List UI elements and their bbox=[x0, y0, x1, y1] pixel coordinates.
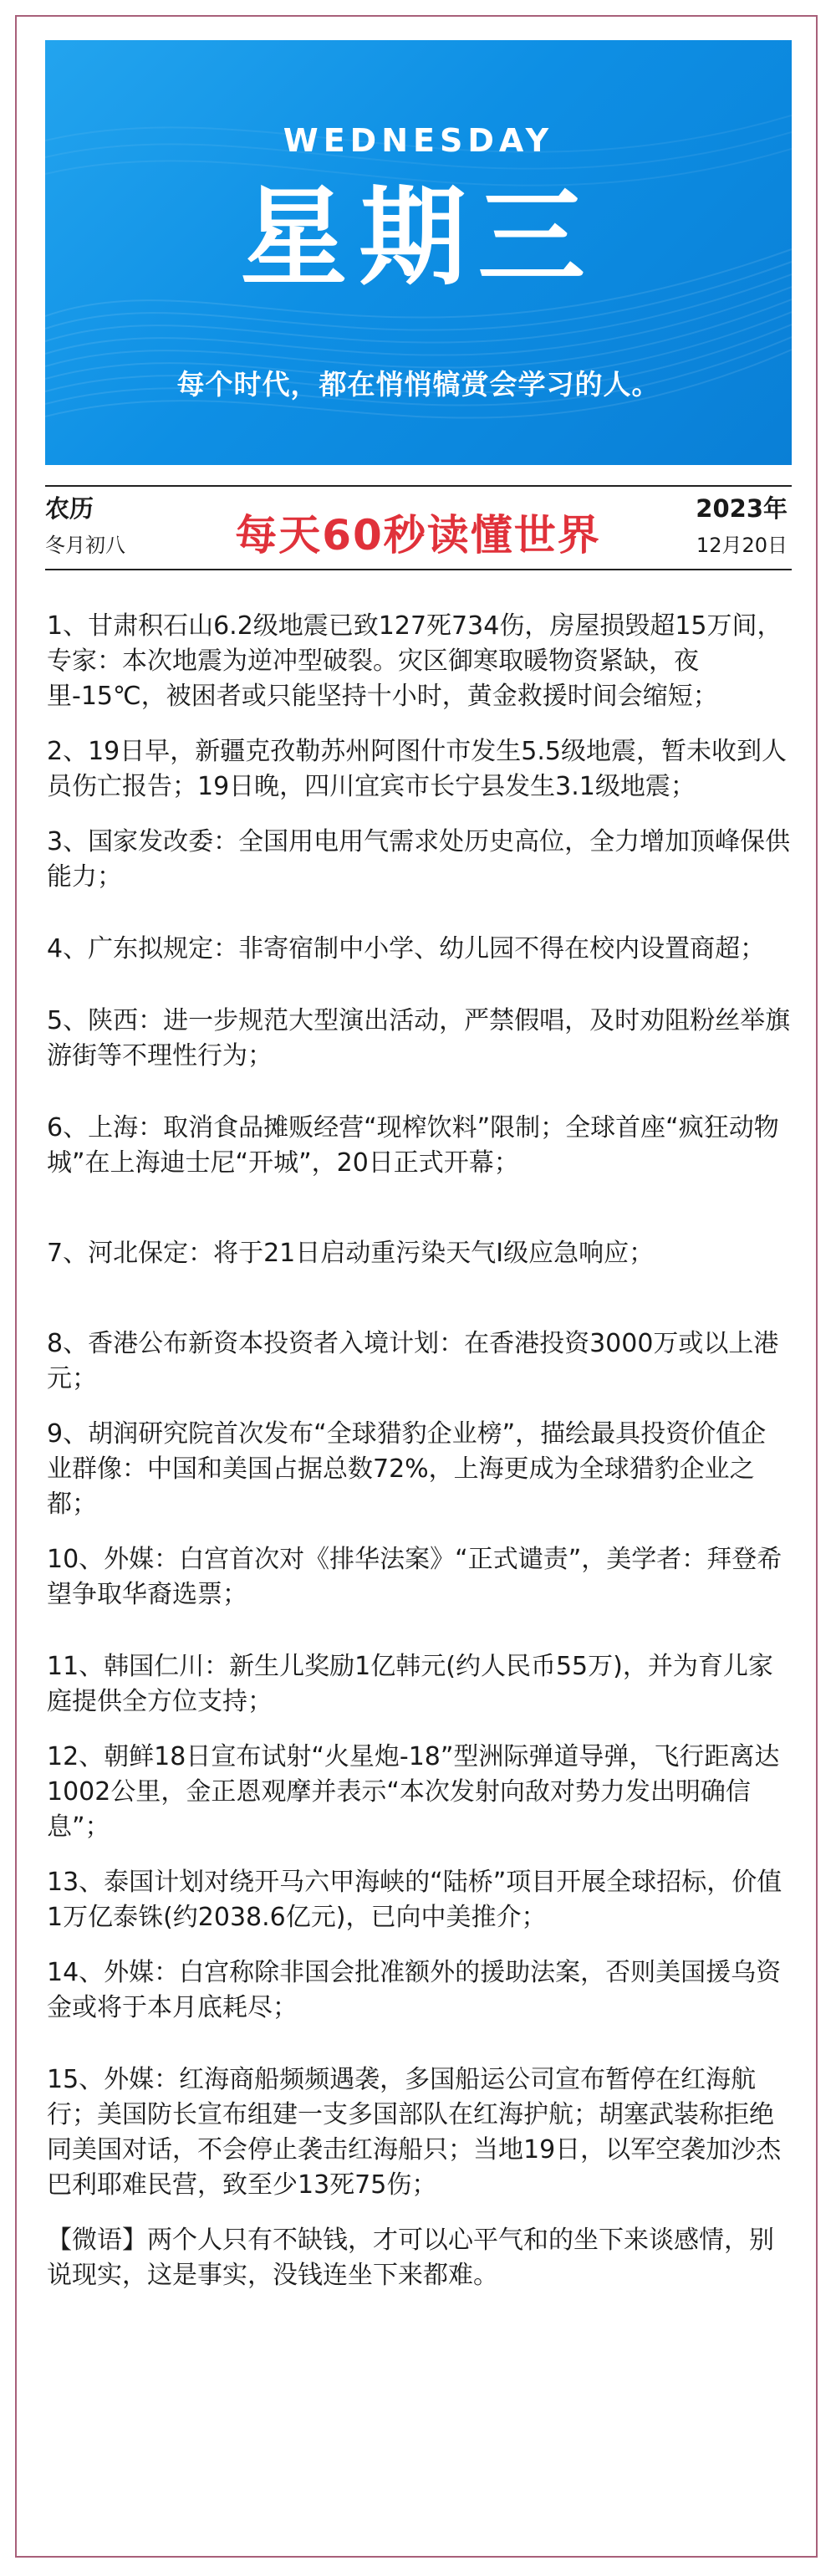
weekday-banner bbox=[45, 40, 792, 465]
news-item: 10、外媒：白宫首次对《排华法案》“正式谴责”，美学者：拜登希望争取华裔选票； bbox=[47, 1545, 782, 1609]
weekday-chinese: 星期三 bbox=[240, 176, 597, 300]
news-item: 4、广东拟规定：非寄宿制中小学、幼儿园不得在校内设置商超； bbox=[47, 934, 766, 963]
news-item: 12、朝鲜18日宣布试射“火星炮-18”型洲际弹道导弹，飞行距离达1002公里，金正恩观摩并表示“本次发射向敌对势力发出明确信息”； bbox=[47, 1742, 780, 1842]
lunar-label: 农历 bbox=[45, 494, 94, 523]
year-label: 2023年 bbox=[696, 494, 788, 523]
news-item: 14、外媒：白宫称除非国会批准额外的援助法案，否则美国援乌资金或将于本月底耗尽； bbox=[47, 1958, 782, 2022]
lunar-date: 冬月初八 bbox=[45, 534, 125, 557]
divider-top bbox=[45, 485, 792, 487]
news-item: 1、甘肃积石山6.2级地震已致127死734伤，房屋损毁超15万间，专家：本次地震为逆冲型破裂。灾区御寒取暖物资紧缺，夜里-15℃，被困者或只能坚持十小时，黄金救援时间会缩短； bbox=[47, 611, 782, 711]
banner-quote: 每个时代，都在悄悄犒赏会学习的人。 bbox=[176, 368, 660, 401]
news-item: 11、韩国仁川：新生儿奖励1亿韩元(约人民币55万)，并为育儿家庭提供全方位支持； bbox=[47, 1652, 773, 1716]
news-item: 5、陕西：进一步规范大型演出活动，严禁假唱，及时劝阻粉丝举旗游街等不理性行为； bbox=[47, 1006, 791, 1071]
news-item: 3、国家发改委：全国用电用气需求处历史高位，全力增加顶峰保供能力； bbox=[47, 827, 791, 892]
news-item: 2、19日早，新疆克孜勒苏州阿图什市发生5.5级地震，暂未收到人员伤亡报告；19日晚，四川宜宾市长宁县发生3.1级地震； bbox=[47, 737, 787, 801]
weekday-english: WEDNESDAY bbox=[283, 122, 554, 159]
news-item: 8、香港公布新资本投资者入境计划：在香港投资3000万或以上港元； bbox=[47, 1329, 779, 1393]
news-item: 6、上海：取消食品摊贩经营“现榨饮料”限制；全球首座“疯狂动物城”在上海迪士尼“开城”，20日正式开幕； bbox=[47, 1113, 779, 1178]
news-item: 15、外媒：红海商船频频遇袭，多国船运公司宣布暂停在红海航行；美国防长宣布组建一支多国部队在红海护航；胡塞武装称拒绝同美国对话，不会停止袭击红海船只；当地19日，以军空袭加沙杰巴利耶难民营，致至少13死75伤； bbox=[47, 2065, 782, 2200]
month-day-label: 12月20日 bbox=[696, 534, 788, 557]
masthead-title: 每天60秒读懂世界 bbox=[235, 511, 601, 560]
news-item: 9、胡润研究院首次发布“全球猎豹企业榜”，描绘最具投资价值企业群像：中国和美国占据总数72%，上海更成为全球猎豹企业之都； bbox=[47, 1419, 767, 1519]
news-item: 13、泰国计划对绕开马六甲海峡的“陆桥”项目开展全球招标，价值1万亿泰铢(约2038.6亿元)，已向中美推介； bbox=[47, 1868, 782, 1932]
daily-motto: 【微语】两个人只有不缺钱，才可以心平气和的坐下来谈感情，别说现实，这是事实，没钱连坐下来都难。 bbox=[47, 2226, 774, 2290]
news-list bbox=[47, 609, 791, 2313]
news-item: 7、河北保定：将于21日启动重污染天气Ⅰ级应急响应； bbox=[47, 1239, 655, 1268]
divider-bottom bbox=[45, 569, 792, 570]
